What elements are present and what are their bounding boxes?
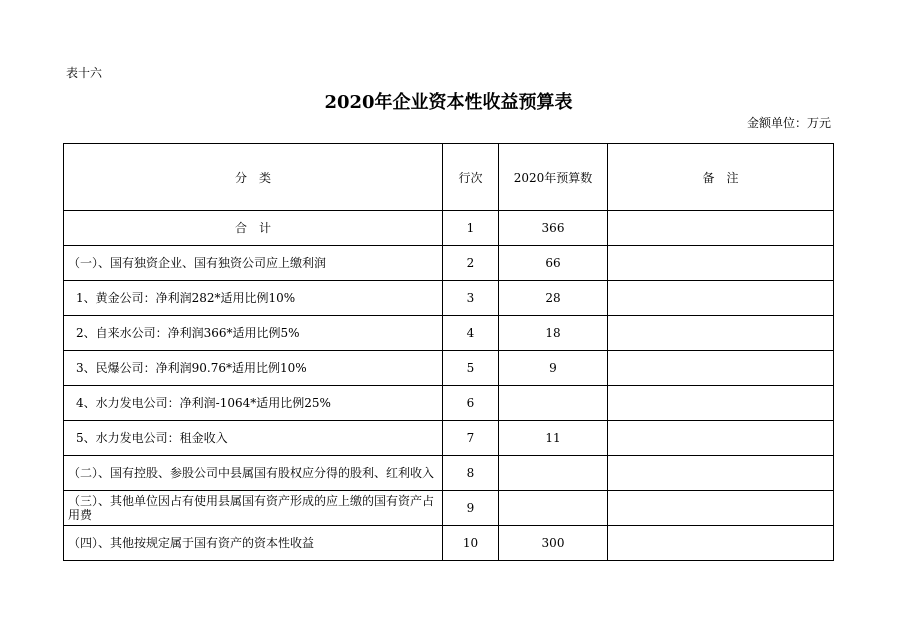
document-title: 2020年企业资本性收益预算表 [324, 92, 573, 113]
table-row [64, 456, 834, 491]
table-number: 表十六 [66, 66, 103, 80]
row-remark [608, 421, 834, 456]
row-label-total: 合 计 [64, 211, 443, 246]
row-label: 5、水力发电公司：租金收入 [64, 421, 443, 456]
budget-table [63, 143, 834, 561]
row-remark [608, 491, 834, 526]
row-label: 1、黄金公司：净利润282*适用比例10% [64, 281, 443, 316]
row-label: （一）、国有独资企业、国有独资公司应上缴利润 [64, 246, 443, 281]
table-row [64, 246, 834, 281]
row-label: （三）、其他单位因占有使用县属国有资产形成的应上缴的国有资产占用费 [64, 491, 443, 526]
unit-label: 金额单位：万元 [746, 116, 831, 130]
row-remark [608, 316, 834, 351]
table-row [64, 421, 834, 456]
header-category: 分 类 [64, 144, 443, 211]
row-no: 8 [443, 456, 499, 491]
row-remark [608, 456, 834, 491]
row-remark [608, 386, 834, 421]
row-value: 9 [499, 351, 608, 386]
row-value [499, 386, 608, 421]
row-value: 66 [499, 246, 608, 281]
row-value: 28 [499, 281, 608, 316]
row-no: 9 [443, 491, 499, 526]
row-no: 5 [443, 351, 499, 386]
table-row [64, 211, 834, 246]
row-label: （四）、其他按规定属于国有资产的资本性收益 [64, 526, 443, 561]
row-no: 1 [443, 211, 499, 246]
row-remark [608, 281, 834, 316]
table-row [64, 281, 834, 316]
row-remark [608, 211, 834, 246]
row-remark [608, 526, 834, 561]
table-row [64, 526, 834, 561]
row-no: 3 [443, 281, 499, 316]
table-row [64, 386, 834, 421]
header-remark: 备 注 [608, 144, 834, 211]
row-label: （二）、国有控股、参股公司中县属国有股权应分得的股利、红利收入 [64, 456, 443, 491]
row-value: 18 [499, 316, 608, 351]
row-no: 7 [443, 421, 499, 456]
table-row [64, 351, 834, 386]
row-no: 2 [443, 246, 499, 281]
row-remark [608, 246, 834, 281]
row-value: 11 [499, 421, 608, 456]
row-value [499, 491, 608, 526]
table-header-row [64, 144, 834, 211]
row-label: 2、自来水公司：净利润366*适用比例5% [64, 316, 443, 351]
row-value: 300 [499, 526, 608, 561]
row-value [499, 456, 608, 491]
table-row [64, 491, 834, 526]
table-row [64, 316, 834, 351]
header-budget: 2020年预算数 [499, 144, 608, 211]
row-remark [608, 351, 834, 386]
row-label: 4、水力发电公司：净利润-1064*适用比例25% [64, 386, 443, 421]
row-no: 6 [443, 386, 499, 421]
row-no: 4 [443, 316, 499, 351]
row-label: 3、民爆公司：净利润90.76*适用比例10% [64, 351, 443, 386]
row-no: 10 [443, 526, 499, 561]
header-row-no: 行次 [443, 144, 499, 211]
row-value: 366 [499, 211, 608, 246]
